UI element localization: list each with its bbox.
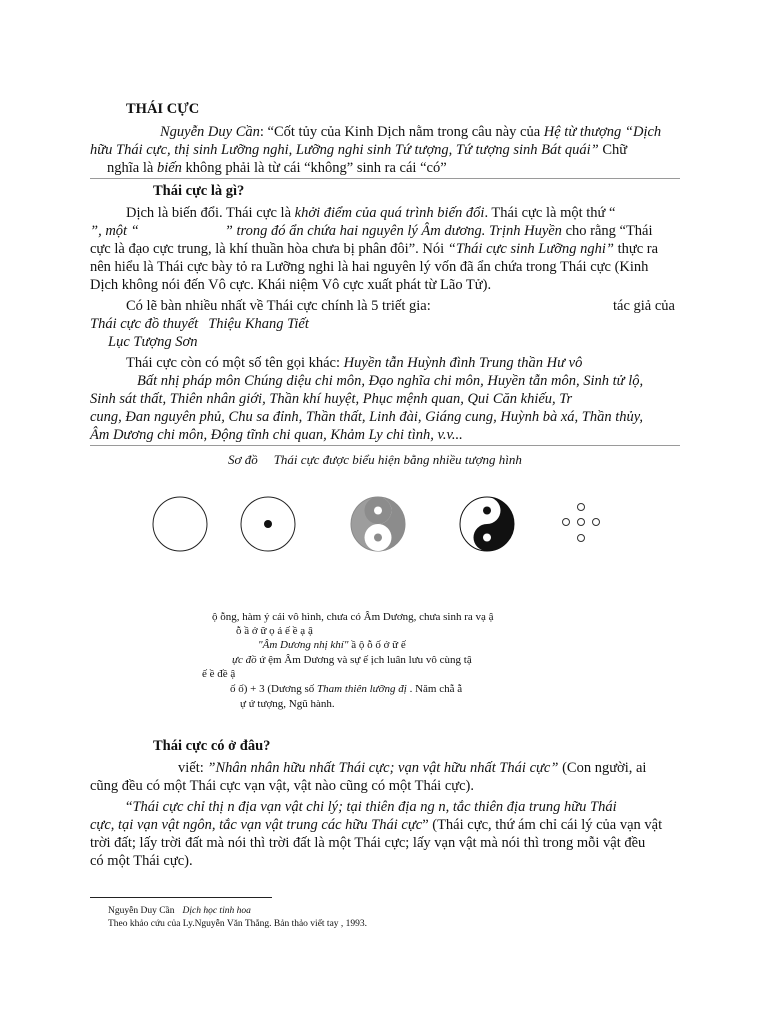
- intro-text: nghĩa là: [107, 160, 157, 176]
- explanation-line: [232, 655, 472, 666]
- gray-yin-yang-symbol: [351, 497, 405, 551]
- text: thực ra: [613, 241, 659, 257]
- paragraph-line: nên hiểu là Thái cực bày tỏ ra Lưỡng nghi là hai nguyên lý vốn đã ẩn chứa trong Thái cực (Kinh: [90, 259, 649, 275]
- paragraph-line: [90, 241, 658, 258]
- figure-caption: [228, 452, 522, 468]
- page-title: THÁI CỰC: [126, 101, 200, 117]
- dot-circle-symbol: [241, 497, 295, 551]
- footnote-1: [108, 906, 251, 917]
- section-heading: Thái cực có ở đâu?: [153, 738, 271, 754]
- quote-start: “Dịch: [621, 124, 662, 140]
- caption-text: Thái cực được biểu hiện bằng nhiều tượng hình: [273, 452, 522, 467]
- alt-names: Huyền tẫn Huỳnh đình Trung thần Hư vô: [343, 355, 583, 371]
- paragraph-line-end: tác giả của: [613, 298, 675, 314]
- alt-names: Âm Dương chi môn, Động tĩnh chi quan, Khảm Ly chi tình, v.v...: [90, 427, 463, 443]
- keyword: biến: [156, 160, 182, 176]
- paragraph-line: [90, 427, 463, 444]
- paragraph-line: [90, 391, 572, 408]
- divider: [90, 178, 680, 179]
- alt-names: cung, Đan nguyên phủ, Chu sa đỉnh, Thần thất, Linh đài, Giáng cung, Huỳnh bà xá, Thần thủy,: [90, 409, 643, 425]
- paragraph-line: [90, 316, 309, 333]
- explanation-line: ỗ ầ ở ữ ọ ả ế ề ạ ậ: [236, 625, 313, 637]
- text: cực là đạo cực trung, là khí thuần hòa chưa bị phân đôi”. Nói: [90, 241, 448, 257]
- explanation-line: ự ứ tượng, Ngũ hành.: [240, 698, 335, 710]
- quote: Thái cực chỉ thị n địa vạn vật chi lý; tại thiên địa ng n, tắc thiên địa trung hữu Thái: [132, 799, 617, 815]
- emphasis: “Thái cực sinh Lưỡng nghi”: [447, 241, 614, 257]
- emphasis: ”, một “: [90, 223, 139, 239]
- divider: [90, 445, 680, 446]
- intro-line-1: [160, 124, 661, 141]
- text: cho rằng “Thái: [561, 223, 653, 239]
- intro-line-2: [90, 142, 627, 159]
- yin-yang-symbol: [460, 497, 514, 551]
- person-name: Thiệu Khang Tiết: [208, 316, 309, 332]
- author-name: Nguyễn Duy Cần: [160, 124, 260, 140]
- explanation-line: [230, 684, 462, 695]
- text: Dịch là biến đổi. Thái cực là: [126, 205, 295, 221]
- alt-names: Sinh sát thất, Thiên nhân giới, Thần khí huyệt, Phục mệnh quan, Qui Căn khiếu, Tr: [90, 391, 573, 407]
- quote: cực, tại vạn vật ngôn, tắc vạn vật trung các hữu Thái cực: [90, 817, 423, 833]
- intro-text: : “Cốt tủy của Kinh Dịch nằm trong câu này của: [259, 124, 544, 140]
- quote-text: hữu Thái cực, thị sinh Lưỡng nghi, Lưỡng nghi sinh Tứ tượng, Tứ tượng sinh Bát quái”: [90, 142, 599, 158]
- emphasis: Tham thiên lưỡng đị: [317, 683, 407, 695]
- explanation-line: ộ ỗng, hàm ý cái vô hình, chưa có Âm Dương, chưa sinh ra vạ ậ: [212, 611, 494, 623]
- text: ứ ệm Âm Dương và sự ế ịch luân lưu vô cùng tậ: [256, 654, 472, 666]
- paragraph-line: [126, 355, 582, 372]
- text: viết:: [178, 760, 208, 776]
- paragraph-line: [90, 223, 653, 240]
- text: ầ ộ ỗ ố ở ữ ế: [348, 639, 406, 651]
- text: ” (Thái cực, thứ ám chỉ cái lý của vạn vật: [422, 817, 663, 833]
- taiji-symbols-figure: [140, 492, 620, 562]
- text: . Thái cực là một thứ “: [484, 205, 616, 221]
- text: Thái cực còn có một số tên gọi khác:: [126, 355, 344, 371]
- emphasis: "Âm Dương nhị khí": [258, 639, 349, 651]
- book-title: Dịch học tinh hoa: [182, 906, 251, 916]
- five-dots-symbol: [563, 504, 600, 542]
- paragraph-line: [126, 799, 617, 816]
- quote: ”Nhân nhân hữu nhất Thái cực; vạn vật hữu nhất Thái cực”: [207, 760, 559, 776]
- paragraph-line: [126, 205, 615, 222]
- intro-line-3: [107, 160, 447, 177]
- explanation-line: ế ề đề ậ: [202, 668, 236, 680]
- source-title: Hệ từ thượng: [543, 124, 622, 140]
- paragraph-line: Dịch không nói đến Vô cực. Khái niệm Vô cực xuất phát từ Lão Tử).: [90, 277, 492, 293]
- person-name: Trịnh Huyền: [489, 223, 562, 239]
- section-heading: Thái cực là gì?: [153, 183, 245, 199]
- author-name: Nguyễn Duy Cần: [108, 906, 175, 916]
- caption-label: Sơ đồ: [228, 452, 258, 467]
- person-name: Lục Tượng Sơn: [108, 334, 198, 350]
- explanation-line: [258, 640, 406, 651]
- paragraph-line: Có lẽ bàn nhiều nhất về Thái cực chính là 5 triết gia:: [126, 298, 431, 314]
- text: “: [126, 799, 133, 815]
- paragraph-line: [90, 409, 643, 426]
- text: ố ố) + 3 (Dương số: [230, 683, 318, 695]
- paragraph-line: [178, 760, 646, 777]
- text: . Năm chẵ ẵ: [406, 683, 463, 695]
- paragraph-line: trời đất; lấy trời đất mà nói thì trời đất là một Thái cực; lấy vạn vật mà nói thì trong mỗi vật đều: [90, 835, 646, 851]
- paragraph-line: [90, 817, 662, 834]
- paragraph-line: [137, 373, 643, 390]
- paragraph-line: [108, 334, 197, 351]
- alt-names: Bất nhị pháp môn Chúng diệu chi môn, Đạo nghĩa chi môn, Huyền tẫn môn, Sinh tử lộ,: [137, 373, 644, 389]
- book-title: Thái cực đồ thuyết: [90, 316, 199, 332]
- paragraph-line: có một Thái cực).: [90, 853, 193, 869]
- intro-text: Chữ: [598, 142, 628, 158]
- paragraph-line: cũng đều có một Thái cực vạn vật, vật nào cũng có một Thái cực).: [90, 778, 475, 794]
- text: (Con người, ai: [558, 760, 647, 776]
- text: ” trong đó ẩn chứa hai nguyên lý Âm dương.: [224, 223, 490, 239]
- intro-text: không phải là từ cái “không” sinh ra cái “có”: [181, 160, 447, 176]
- footnote-2: Theo khảo cứu của Ly.Nguyễn Văn Thắng. Bản thảo viết tay , 1993.: [108, 919, 368, 929]
- empty-circle-symbol: [153, 497, 207, 551]
- emphasis: ực đồ: [232, 654, 257, 666]
- emphasis: khởi điểm của quá trình biến đổi: [294, 205, 485, 221]
- footnote-separator: [90, 897, 272, 898]
